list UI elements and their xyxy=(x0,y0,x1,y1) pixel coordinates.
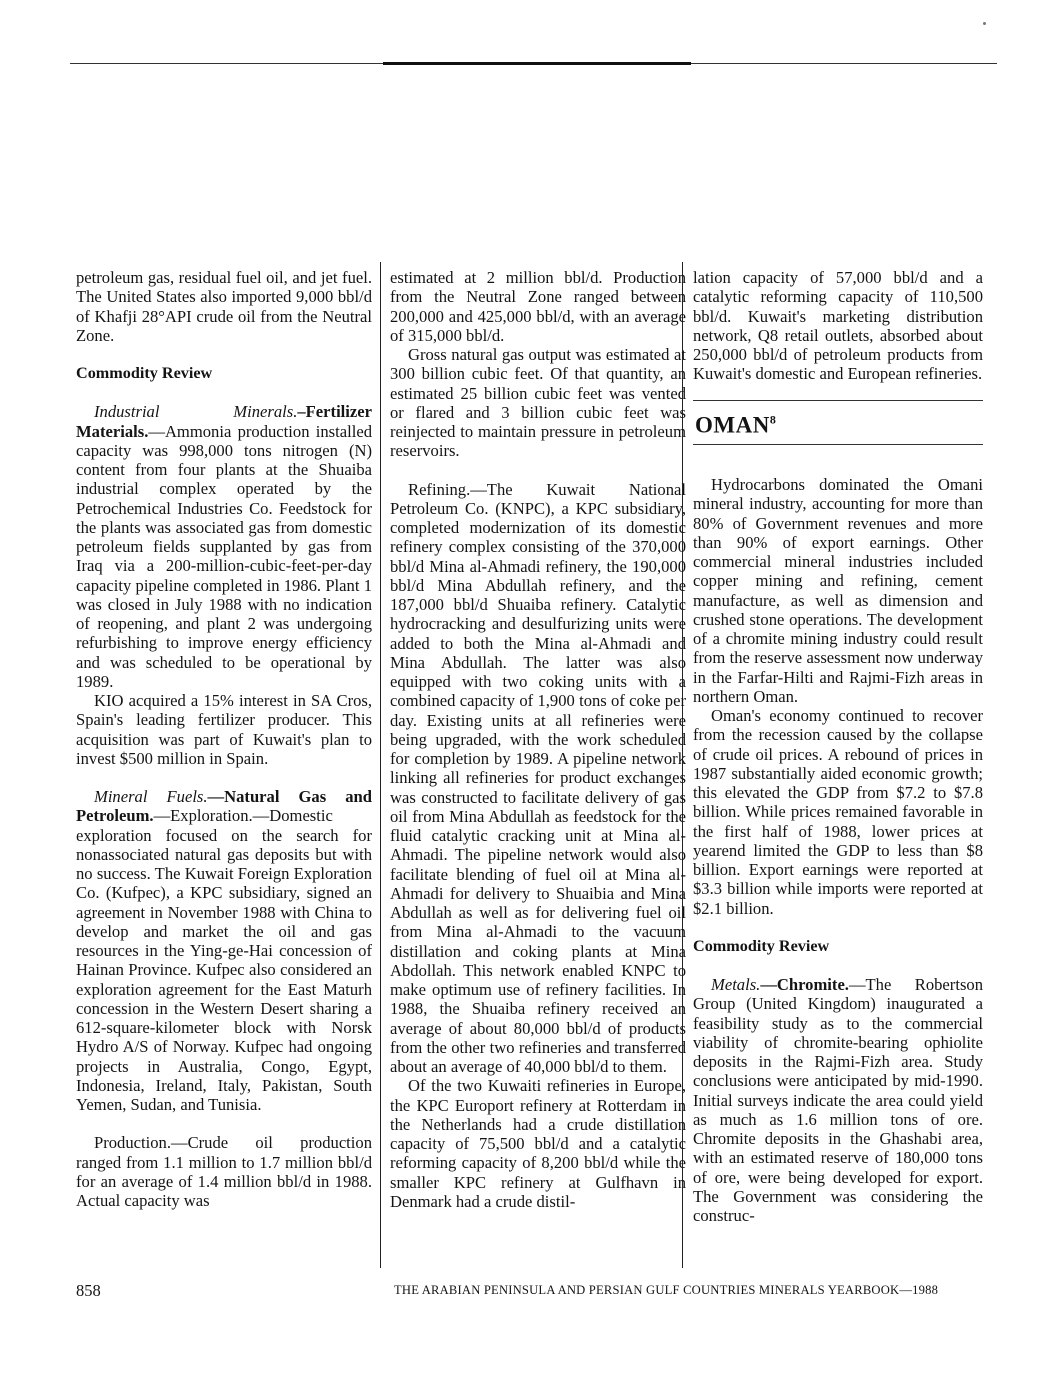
paragraph-neutral-zone: estimated at 2 million bbl/d. Production from the Neutral Zone ranged between 200,000 and 425,000 bbl/d, with an average of 315,000 bbl/d. xyxy=(390,268,686,345)
paragraph-europe-refineries: Of the two Kuwaiti refineries in Europe, the KPC Europort refinery at Rotterdam in the Netherlands had a crude distillation capacity of 75,500 bbl/d and a catalytic reforming capacity of 8,200 bbl/d while the smaller KPC refinery at Gulfhavn in Denmark had a crude distil- xyxy=(390,1076,686,1211)
lead-metals: Metals. xyxy=(711,975,761,995)
section-heading-commodity-review: Commodity Review xyxy=(76,364,213,382)
paragraph-mineral-fuels xyxy=(76,787,372,1114)
header-rule-accent xyxy=(383,62,691,65)
column-2 xyxy=(390,268,686,1211)
paragraph-petroleum-imports: petroleum gas, residual fuel oil, and jet fuel. The United States also imported 9,000 bbl/d of Khafji 28°API crude oil from the Neutral Zone. xyxy=(76,268,372,345)
text-fertilizer: —Ammonia production installed capacity was 998,000 tons nitrogen (N) content from four plants at the Shuaiba industrial complex operated by the Petrochemical Industries Co. Feedstock for the plants was associated gas from domestic petroleum fields supplanted by gas from Iraq via a 200-million-cubic-feet-per-day capacity pipeline completed in 1986. Plant 1 was closed in July 1988 with no indication of reopening, and plant 2 was undergoing refurbishing to improve energy efficiency and was scheduled to be operational by 1989. xyxy=(76,421,372,691)
lead-industrial-minerals: Industrial Minerals. xyxy=(94,402,298,422)
page-number: 858 xyxy=(76,1281,101,1300)
scan-speck xyxy=(983,22,986,25)
lead-chromite: —Chromite. xyxy=(760,975,849,995)
paragraph-natural-gas: Gross natural gas output was estimated at 300 billion cubic feet. Of that quantity, an estimated 25 billion cubic feet was vented or flared and 3 billion cubic feet was reinjected to maintain pressure in petroleum reservoirs. xyxy=(390,345,686,461)
column-3 xyxy=(693,268,983,1225)
text-exploration: —Exploration.—Domestic exploration focused on the search for nonassociated natural gas deposits but with no success. The Kuwait Foreign Exploration Co. (Kufpec), a KPC subsidiary, signed an agreement in November 1988 with China to develop and market the oil and gas resources in the Ying-ge-Hai concession of Hainan Province. Kufpec also considered an exploration agreement for the East Maturh concession in the Western Desert sharing a 612-square-kilometer block with Norsk Hydro A/S of Norway. Kufpec had ongoing projects in Australia, Congo, Egypt, Indonesia, Ireland, Italy, Pakistan, South Yemen, Sudan, and Tunisia. xyxy=(76,806,372,1114)
paragraph-chromite xyxy=(693,975,983,1225)
footnote-marker: 8 xyxy=(769,412,777,427)
paragraph-hydrocarbons: Hydrocarbons dominated the Omani mineral industry, accounting for more than 80% of Government revenues and more than 90% of export earnings. Other commercial mineral industries included copper mining and refining, cement manufacture, as well as dimension and crushed stone operations. The development of a chromite mining industry could result from the reserve assessment now underway in the Farfar-Hilti and Rajmi-Fizh areas in northern Oman. xyxy=(693,475,983,706)
paragraph-distillation: lation capacity of 57,000 bbl/d and a catalytic reforming capacity of 110,500 bbl/d. Kuwait's marketing distribution network, Q8 retail outlets, absorbed about 250,000 bbl/d of petroleum products from Kuwait's domestic and European refineries. xyxy=(693,268,983,384)
paragraph-kio: KIO acquired a 15% interest in SA Cros, Spain's leading fertilizer producer. This acquisition was part of Kuwait's plan to invest $500 million in Spain. xyxy=(76,691,372,768)
paragraph-refining: Refining.—The Kuwait National Petroleum Co. (KNPC), a KPC subsidiary, completed modernization of its domestic refinery complex consisting of the 370,000 bbl/d Mina al-Ahmadi refinery, the 190,000 bbl/d Mina Abdullah refinery, and the 187,000 bbl/d Shuaiba refinery. Catalytic hydrocracking and desulfurizing units were added to both the Mina al-Ahmadi and Mina Abdullah. The latter was also equipped with two coking units with a combined capacity of 1,900 tons of coke per day. Existing units at all refineries were being upgraded, with the work scheduled for completion by 1989. A pipeline network linking all refineries for product exchanges was constructed to facilitate delivery of gas oil from Mina Abdullah as feedstock for the fluid catalytic cracking unit at Mina al-Ahmadi. The pipeline network would also facilitate blending of fuel oil at Mina al-Ahmadi for delivery to Shuaibia and Mina Abdullah as well as for delivering fuel oil from Mina al-Ahmadi to the vacuum distillation and coking plants at Mina Abdollah. This network enabled KNPC to make optimum use of refinery facilities. In 1988, the Shuaiba refinery received an average of about 80,000 bbl/d of products from the other two refineries and transferred about an average of 40,000 bbl/d to them. xyxy=(390,479,686,1076)
running-footer: THE ARABIAN PENINSULA AND PERSIAN GULF COUNTRIES MINERALS YEARBOOK—1988 xyxy=(394,1283,939,1297)
lead-natural-gas-petroleum: —Natural Gas and Petroleum. xyxy=(76,787,372,826)
text-chromite: —The Robertson Group (United Kingdom) inaugurated a feasibility study as to the commercial viability of chromite-bearing ophiolite deposits in the Rajmi-Fizh area. Study conclusions were anticipated by mid-1990. Initial surveys indicate the area could yield as much as 1.6 million tons of ore. Chromite deposits in the Ghashabi area, with an estimated reserve of 180,000 tons of ore, were being developed for export. The Government was considering the construc- xyxy=(693,975,983,1226)
lead-mineral-fuels: Mineral Fuels. xyxy=(94,787,208,806)
paragraph-production: Production.—Crude oil production ranged from 1.1 million to 1.7 million bbl/d for an average of 1.4 million bbl/d in 1988. Actual capacity was xyxy=(76,1133,372,1210)
section-heading-commodity-review-oman: Commodity Review xyxy=(693,936,830,955)
country-title: OMAN xyxy=(695,412,770,438)
column-divider-1 xyxy=(380,262,381,1268)
paragraph-economy: Oman's economy continued to recover from the recession caused by the collapse of crude oil prices. A rebound of prices in 1987 substantially aided economic growth; this elevated the GDP from $7.2 to $7.8 billion. While prices remained favorable in the first half of 1988, lower prices at yearend limited the GDP to less than $8 billion. Export earnings were reported at $3.3 billion while imports were reported at $2.1 billion. xyxy=(693,706,983,918)
column-1 xyxy=(76,268,372,1210)
country-heading-oman xyxy=(693,400,983,446)
paragraph-fertilizer xyxy=(76,402,372,691)
lead-fertilizer-materials: –Fertilizer Materials. xyxy=(76,402,372,441)
